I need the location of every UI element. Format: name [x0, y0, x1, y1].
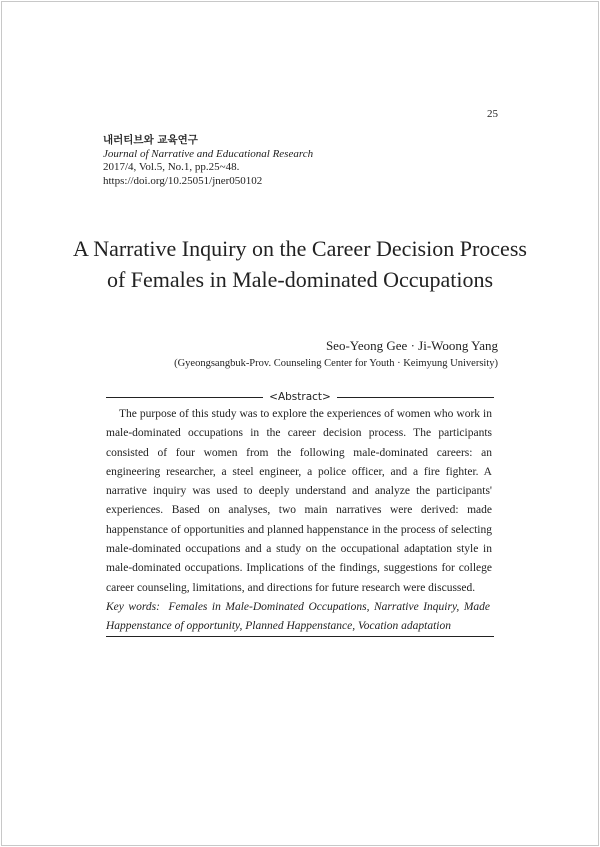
- abstract-rule-right: [337, 397, 494, 398]
- affiliation: (Gyeongsangbuk-Prov. Counseling Center for Youth · Keimyung University): [174, 358, 498, 369]
- abstract-rule-left: [106, 397, 263, 398]
- abstract-header: [106, 391, 494, 403]
- paper-title-line-1: A Narrative Inquiry on the Career Decision Process: [73, 236, 527, 261]
- abstract-text: The purpose of this study was to explore the experiences of women who work in male-dominated occupations in the career decision process. The participants consisted of four women from the following male-dominated careers: an engineering researcher, a steel engineer, a police officer, and a fire fighter. A narrative inquiry was used to deeply understand and analyze the participants' experiences. Based on analyses, two main narratives were derived: made happenstance of opportunities and planned happenstance in the process of selecting male-dominated occupations and a study on the occupational adaptation style in male-dominated occupations. Implications of the findings, suggestions for college career counseling, limitations, and directions for future research were discussed.: [106, 408, 492, 594]
- abstract-label: <Abstract>: [269, 391, 331, 403]
- keywords: [106, 598, 490, 636]
- paper-title: [60, 233, 540, 295]
- journal-doi[interactable]: https://doi.org/10.25051/jner050102: [103, 174, 263, 187]
- page-number: 25: [487, 108, 498, 120]
- authors: Seo-Yeong Gee · Ji-Woong Yang: [325, 338, 498, 353]
- paper-title-line-2: of Females in Male-dominated Occupations: [106, 267, 494, 292]
- journal-name-english: Journal of Narrative and Educational Research: [103, 147, 314, 160]
- keywords-text: Females in Male-Dominated Occupations, Narrative Inquiry, Made Happenstance of opportunity, Planned Happenstance, Vocation adaptation: [106, 601, 490, 632]
- journal-info: [103, 134, 313, 188]
- journal-name-korean: 내러티브와 교육연구: [103, 134, 198, 146]
- abstract-body: [106, 405, 492, 598]
- journal-issue: 2017/4, Vol.5, No.1, pp.25~48.: [103, 161, 240, 173]
- keywords-bottom-rule: [106, 636, 494, 637]
- keywords-label: Key words:: [106, 601, 160, 613]
